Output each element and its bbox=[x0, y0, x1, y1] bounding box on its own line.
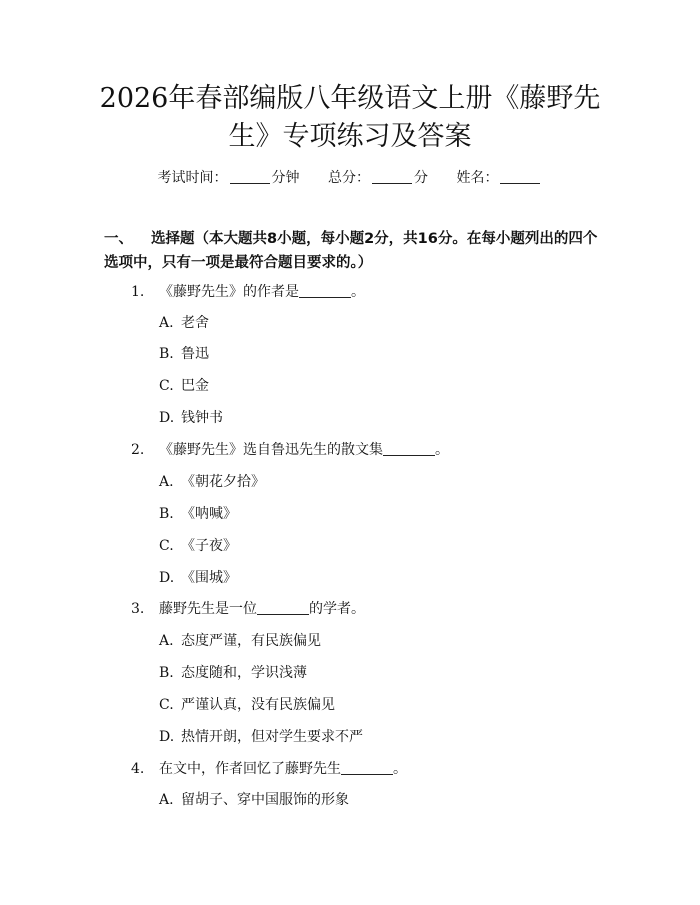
option-text: 《呐喊》 bbox=[181, 506, 237, 522]
exam-score bbox=[328, 168, 428, 188]
score-unit: 分 bbox=[414, 170, 428, 186]
option-letter: C. bbox=[159, 378, 174, 394]
student-name bbox=[456, 168, 542, 188]
question-number: 4. bbox=[131, 761, 145, 777]
title-line-2: 生》专项练习及答案 bbox=[228, 121, 472, 152]
answer-blank bbox=[299, 283, 351, 298]
score-label: 总分： bbox=[328, 170, 370, 186]
option-letter: B. bbox=[159, 665, 174, 681]
option-4a bbox=[159, 790, 349, 810]
exam-meta bbox=[0, 168, 700, 188]
option-3c bbox=[159, 695, 335, 715]
option-2d bbox=[159, 568, 237, 588]
question-number: 1. bbox=[131, 284, 145, 300]
question-text: 在文中，作者回忆了藤野先生 bbox=[159, 761, 341, 777]
option-1d bbox=[159, 408, 223, 428]
option-text: 钱钟书 bbox=[181, 410, 223, 426]
name-label: 姓名： bbox=[456, 170, 499, 186]
question-number: 3. bbox=[131, 601, 145, 617]
option-2a bbox=[159, 472, 265, 492]
option-letter: D. bbox=[159, 570, 175, 586]
question-text: 《藤野先生》的作者是 bbox=[159, 284, 299, 300]
question-text: 《藤野先生》选自鲁迅先生的散文集 bbox=[159, 442, 383, 458]
option-1a bbox=[159, 313, 209, 333]
page-title bbox=[95, 80, 605, 156]
option-letter: A. bbox=[159, 474, 174, 490]
option-1c bbox=[159, 376, 209, 396]
answer-blank bbox=[257, 600, 309, 615]
option-letter: D. bbox=[159, 410, 175, 426]
question-text: 藤野先生是一位 bbox=[159, 601, 257, 617]
option-3d bbox=[159, 727, 363, 747]
answer-blank bbox=[383, 441, 435, 456]
question-text-end: 。 bbox=[393, 761, 407, 777]
question-text-end: 。 bbox=[435, 442, 449, 458]
option-letter: A. bbox=[159, 792, 174, 808]
option-3a bbox=[159, 631, 321, 651]
question-number: 2. bbox=[131, 442, 145, 458]
name-blank bbox=[500, 169, 540, 184]
option-2c bbox=[159, 536, 237, 556]
option-letter: C. bbox=[159, 697, 174, 713]
option-letter: C. bbox=[159, 538, 174, 554]
question-2 bbox=[131, 440, 449, 460]
option-letter: A. bbox=[159, 315, 174, 331]
option-text: 态度随和，学识浅薄 bbox=[181, 665, 307, 681]
option-text: 《子夜》 bbox=[181, 538, 237, 554]
option-2b bbox=[159, 504, 237, 524]
option-text: 态度严谨，有民族偏见 bbox=[181, 633, 321, 649]
option-1b bbox=[159, 344, 209, 364]
answer-blank bbox=[341, 760, 393, 775]
option-letter: B. bbox=[159, 346, 174, 362]
option-text: 老舍 bbox=[181, 315, 209, 331]
option-text: 严谨认真，没有民族偏见 bbox=[181, 697, 335, 713]
exam-time bbox=[158, 168, 300, 188]
option-text: 留胡子、穿中国服饰的形象 bbox=[181, 792, 349, 808]
question-3 bbox=[131, 599, 365, 619]
option-letter: A. bbox=[159, 633, 174, 649]
question-text-end: 。 bbox=[351, 284, 365, 300]
option-text: 《朝花夕拾》 bbox=[181, 474, 265, 490]
section-text: 选择题（本大题共8小题，每小题2分，共16分。在每小题列出的四个选项中，只有一项是最符合题目要求的。） bbox=[104, 231, 598, 271]
time-unit: 分钟 bbox=[271, 170, 300, 186]
question-1 bbox=[131, 282, 365, 302]
option-3b bbox=[159, 663, 307, 683]
score-blank bbox=[372, 169, 412, 184]
option-text: 鲁迅 bbox=[181, 346, 209, 362]
question-text-end: 的学者。 bbox=[309, 601, 365, 617]
option-letter: B. bbox=[159, 506, 174, 522]
question-4 bbox=[131, 759, 407, 779]
option-letter: D. bbox=[159, 729, 175, 745]
title-line-1: 2026年春部编版八年级语文上册《藤野先 bbox=[99, 83, 601, 114]
option-text: 《围城》 bbox=[181, 570, 237, 586]
time-label: 考试时间： bbox=[157, 170, 228, 186]
option-text: 巴金 bbox=[181, 378, 209, 394]
section-number: 一、 bbox=[104, 231, 133, 247]
option-text: 热情开朗，但对学生要求不严 bbox=[181, 729, 363, 745]
time-blank bbox=[230, 169, 270, 184]
section-heading bbox=[104, 227, 604, 275]
